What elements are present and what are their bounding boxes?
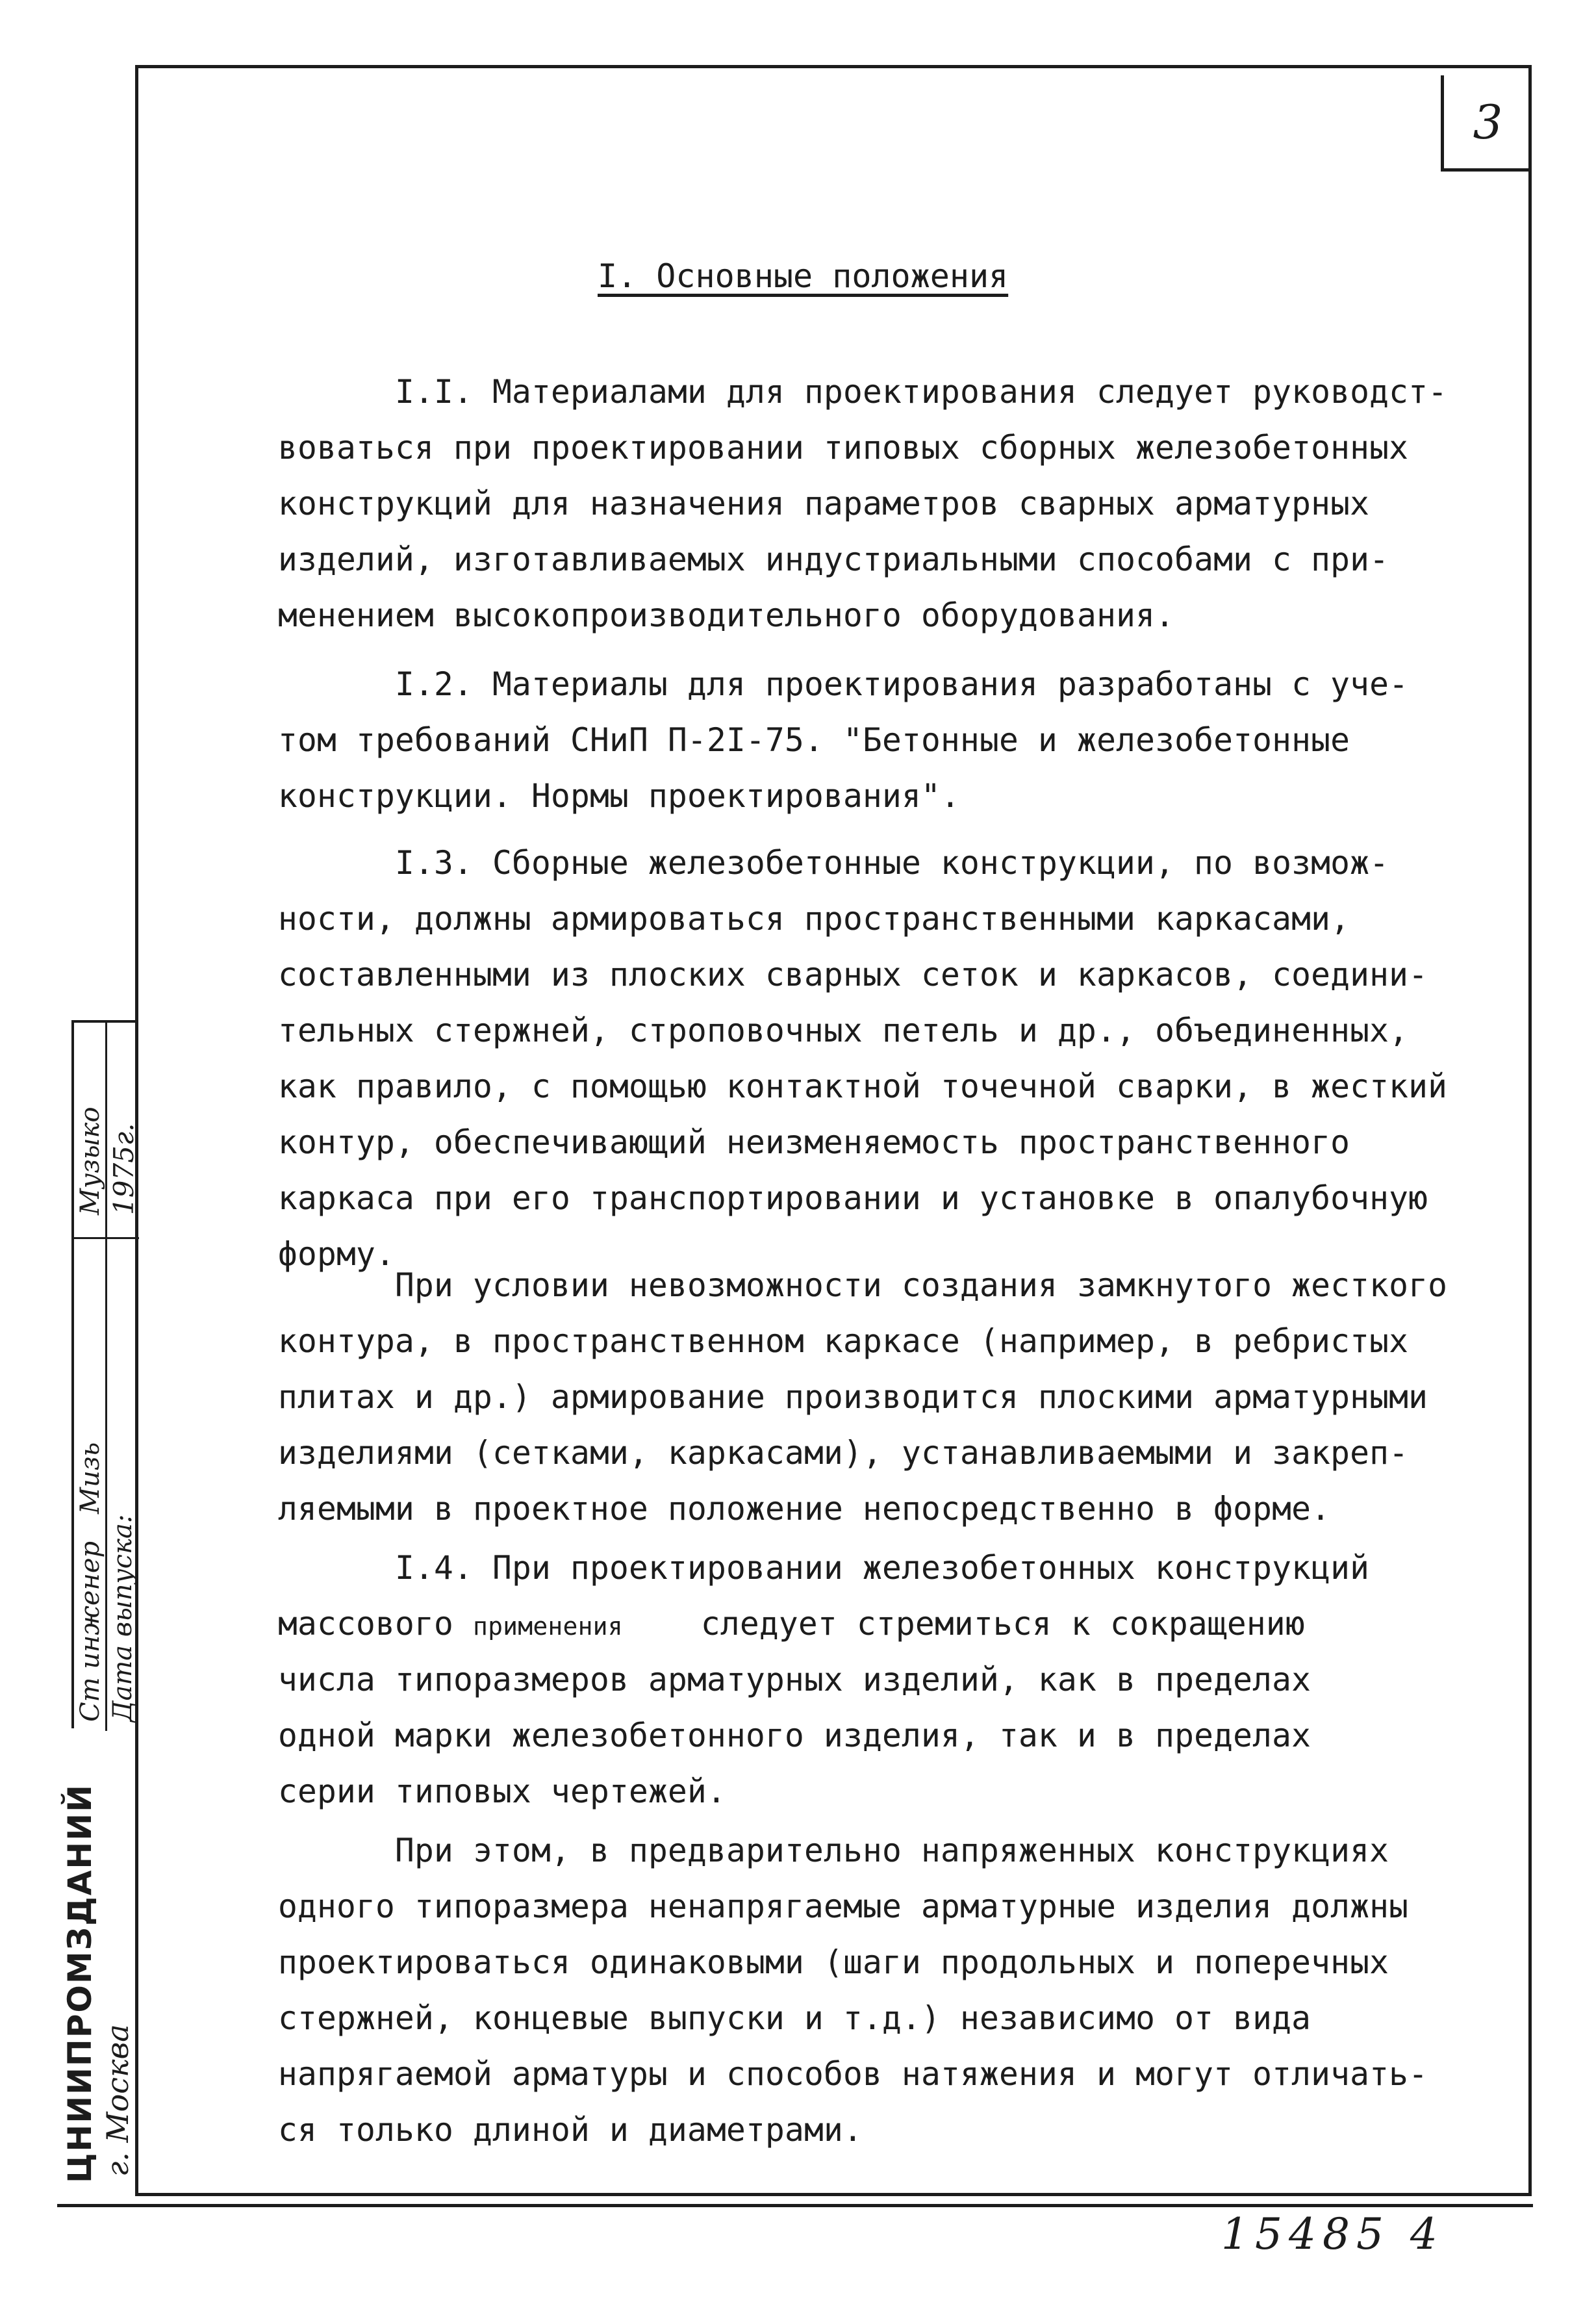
text-line: проектироваться одинаковыми (шаги продольных и поперечных (278, 1943, 1389, 1981)
text-line: I.2. Материалы для проектирования разработаны с уче- (395, 665, 1409, 703)
text-line (278, 1596, 1506, 1652)
stamp-divider-horizontal (74, 1237, 139, 1239)
text-line: числа типоразмеров арматурных изделий, как в пределах (278, 1661, 1311, 1698)
section-heading: I. Основные положения (598, 257, 1009, 295)
text-line: воваться при проектировании типовых сборных железобетонных (278, 429, 1409, 467)
text-fragment: массового (278, 1605, 454, 1643)
paragraph-1-1 (278, 364, 1506, 643)
stamp-engineer-name: Музыко (75, 1107, 105, 1215)
stamp-date-value: 1975г. (108, 1123, 140, 1215)
footer-number: 15485 4 (1221, 2209, 1444, 2259)
stamp-engineer-label: Ст инженер (75, 1541, 105, 1722)
text-line: одной марки железобетонного изделия, так и в пределах (278, 1717, 1311, 1754)
text-fragment: следует стремиться к сокращению (700, 1605, 1305, 1643)
margin-stamp (60, 1020, 138, 2196)
text-line: конструкций для назначения параметров сварных арматурных (278, 485, 1370, 522)
page-number-box (1441, 75, 1532, 172)
paragraph-1-4-continued (278, 1823, 1506, 2158)
text-line: как правило, с помощью контактной точечной сварки, в жесткий (278, 1068, 1448, 1105)
text-line: стержней, концевые выпуски и т.д.) независимо от вида (278, 1999, 1311, 2037)
text-line: ности, должны армироваться пространственными каркасами, (278, 900, 1350, 938)
text-line: изделиями (сетками, каркасами), устанавливаемыми и закреп- (278, 1434, 1409, 1472)
handwritten-insert: применения (473, 1612, 623, 1641)
paragraph-1-4 (278, 1540, 1506, 1819)
text-line: изделий, изготавливаемых индустриальными способами с при- (278, 541, 1389, 578)
stamp-city: г. Москва (100, 2024, 135, 2177)
text-line: том требований СНиП П-2I-75. "Бетонные и железобетонные (278, 721, 1350, 759)
paragraph-1-3 (278, 835, 1506, 1282)
text-line: напрягаемой арматуры и способов натяжения и могут отличать- (278, 2055, 1428, 2093)
bottom-rule (57, 2204, 1533, 2207)
text-line: I.3. Сборные железобетонные конструкции, по возмож- (395, 844, 1389, 882)
text-line: форму. (278, 1235, 396, 1273)
paragraph-1-3-continued (278, 1257, 1506, 1537)
text-line: тельных стержней, строповочных петель и др., объединенных, (278, 1012, 1409, 1049)
text-line: При условии невозможности создания замкнутого жесткого (395, 1266, 1448, 1304)
text-line: менением высокопроизводительного оборудования. (278, 596, 1175, 634)
text-line: ся только длиной и диаметрами. (278, 2111, 863, 2149)
page-number: 3 (1473, 94, 1503, 149)
text-line: I.4. При проектировании железобетонных конструкций (395, 1549, 1370, 1587)
stamp-divider-vertical (105, 1023, 107, 1731)
text-line: одного типоразмера ненапрягаемые арматурные изделия должны (278, 1888, 1409, 1925)
text-line: составленными из плоских сварных сеток и каркасов, соедини- (278, 956, 1428, 993)
stamp-engineer-signature: Мизь (75, 1442, 105, 1514)
stamp-date-label: Дата выпуска: (108, 1514, 138, 1722)
text-line: плитах и др.) армирование производится плоскими арматурными (278, 1378, 1428, 1416)
text-line: контур, обеспечивающий неизменяемость пространственного (278, 1123, 1350, 1161)
text-line: контура, в пространственном каркасе (например, в ребристых (278, 1322, 1409, 1360)
text-line: ляемыми в проектное положение непосредственно в форме. (278, 1490, 1331, 1528)
text-line: I.I. Материалами для проектирования следует руководст- (395, 373, 1448, 411)
text-line: каркаса при его транспортировании и установке в опалубочную (278, 1179, 1428, 1217)
text-line: При этом, в предварительно напряженных конструкциях (395, 1832, 1389, 1869)
paragraph-1-2 (278, 656, 1506, 824)
text-line: конструкции. Нормы проектирования". (278, 777, 961, 815)
text-line: серии типовых чертежей. (278, 1773, 727, 1810)
stamp-organization: ЦНИИПРОМЗДАНИЙ (61, 1784, 99, 2183)
